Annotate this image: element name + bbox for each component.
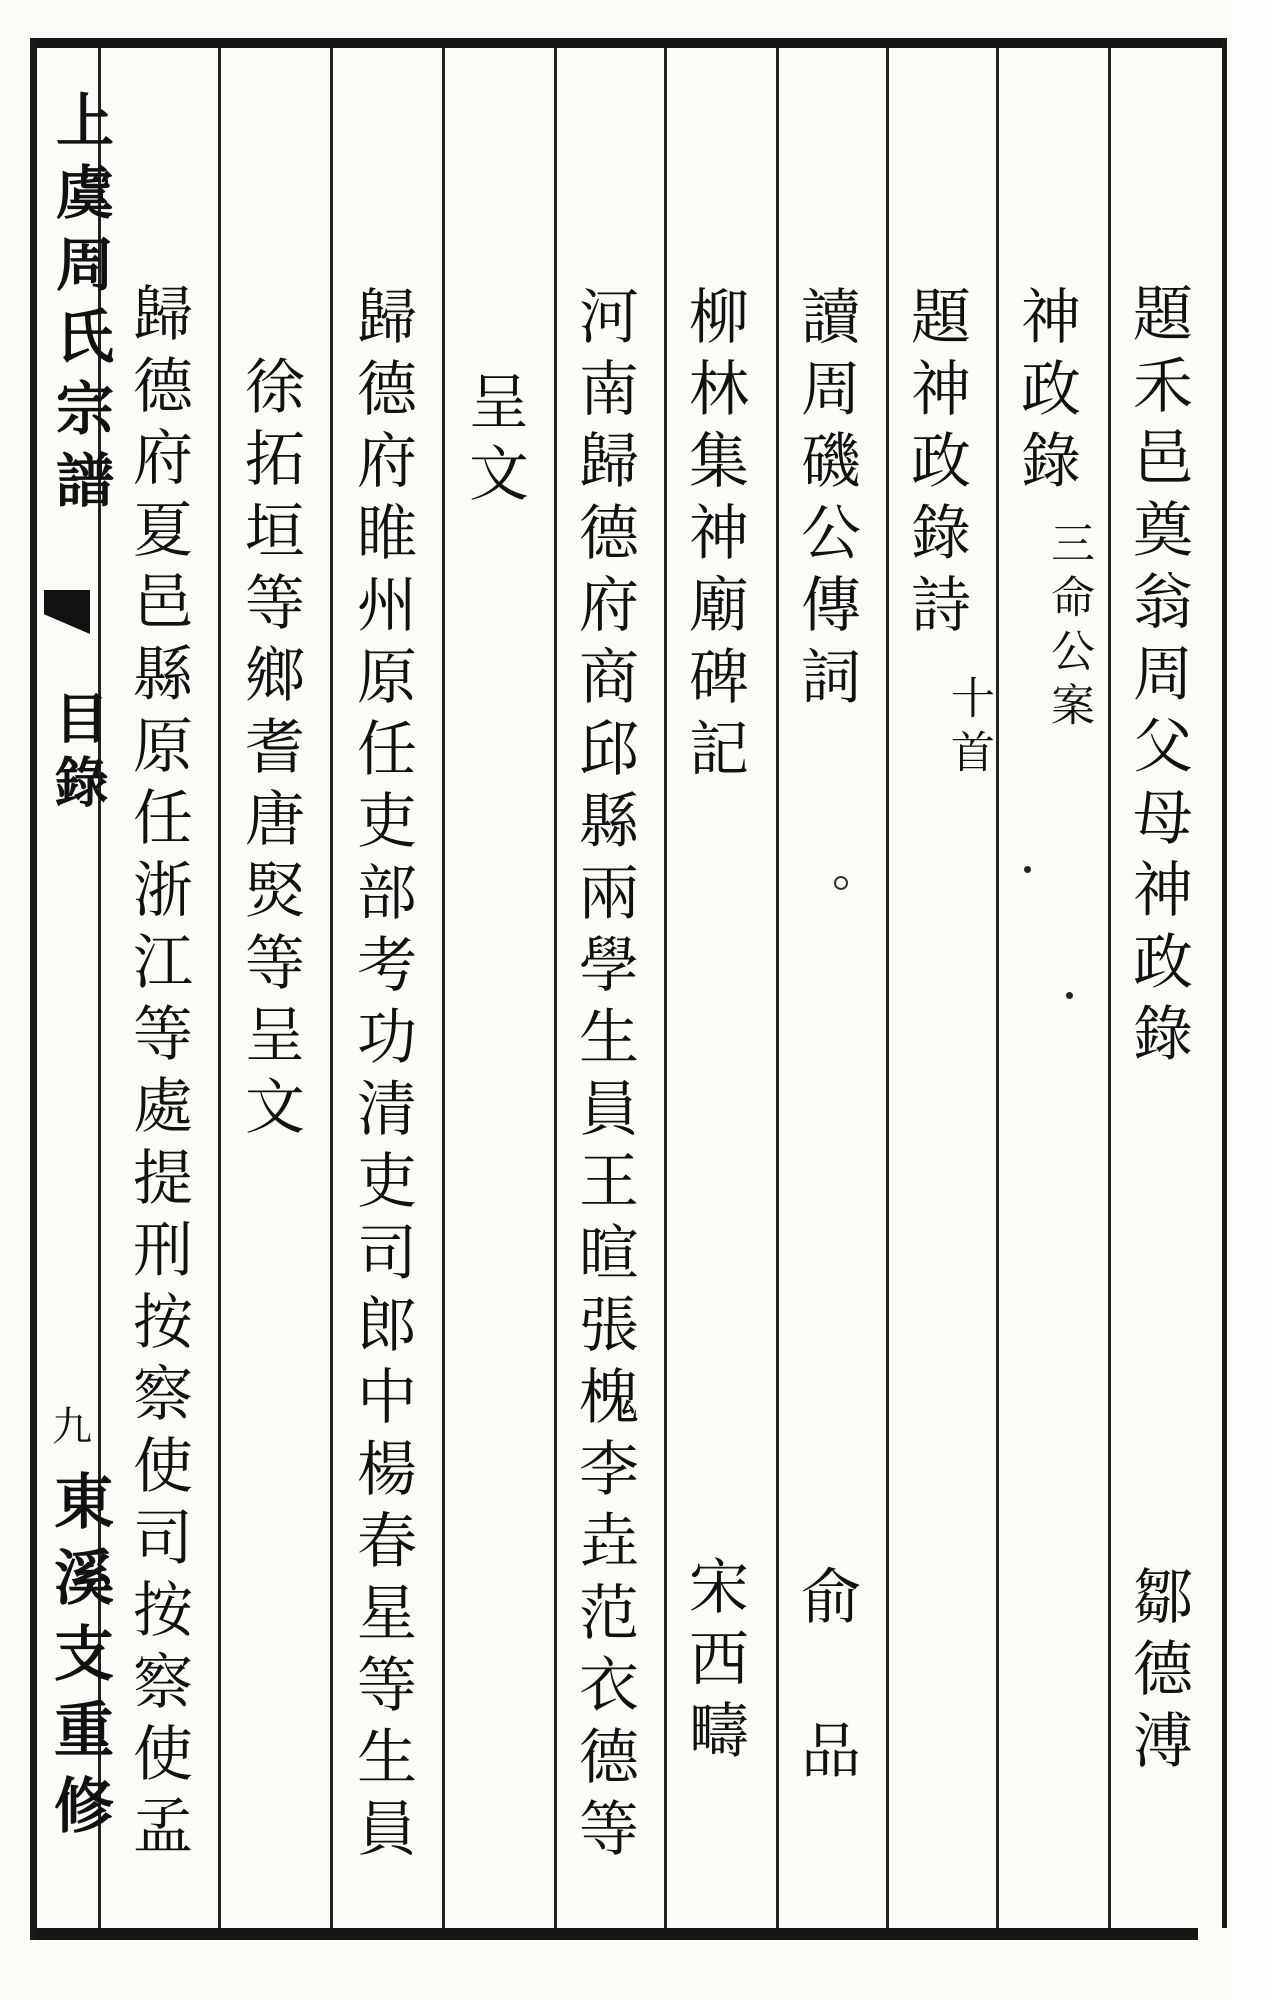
- page-number: 九: [52, 1404, 92, 1450]
- toc-entry-1-author: 鄒德溥: [1123, 1565, 1193, 1781]
- column-rule: [886, 48, 889, 1928]
- frame-right-border: [1222, 38, 1227, 1928]
- toc-entry-3: 題神政錄詩: [901, 285, 971, 645]
- column-rule: [664, 48, 667, 1928]
- ink-speck: [1066, 992, 1073, 999]
- toc-entry-4-author: 俞 品: [791, 1565, 861, 1791]
- genealogy-title: 上虞周氏宗譜: [46, 90, 114, 522]
- frame-bottom-border: [30, 1928, 1198, 1940]
- ink-speck: [1024, 866, 1031, 873]
- column-rule: [218, 48, 221, 1928]
- column-rule: [554, 48, 557, 1928]
- toc-entry-2: 神政錄: [1011, 285, 1081, 501]
- toc-entry-7-continued: 徐拓垣等鄉耆唐㷂等呈文: [235, 355, 305, 1147]
- toc-entry-8: 歸德府夏邑縣原任浙江等處提刑按察使司按察使孟: [123, 282, 193, 1866]
- page-edge: [1232, 0, 1272, 2000]
- section-label: 目錄: [46, 690, 110, 818]
- toc-entry-3-note: 十首: [943, 675, 994, 783]
- ink-speck: [834, 876, 848, 890]
- toc-entry-6: 河南歸德府商邱縣兩學生員王暄張槐李垚范衣德等: [569, 285, 639, 1869]
- fishtail-mark-icon: [44, 590, 90, 634]
- toc-entry-4: 讀周磯公傳詞: [791, 285, 861, 717]
- column-rule: [442, 48, 445, 1928]
- toc-entry-6-continued: 呈文: [459, 370, 529, 514]
- toc-entry-5: 柳林集神廟碑記: [679, 285, 749, 789]
- column-rule: [1108, 48, 1111, 1928]
- toc-entry-7: 歸德府睢州原任吏部考功清吏司郎中楊春星等生員: [347, 285, 417, 1869]
- toc-entry-5-author: 宋西疇: [679, 1555, 749, 1771]
- toc-entry-2-note: 三命公案: [1043, 520, 1094, 736]
- column-rule: [776, 48, 779, 1928]
- column-rule: [996, 48, 999, 1928]
- column-rule: [330, 48, 333, 1928]
- frame-top-border: [30, 38, 1226, 48]
- toc-entry-1: 題禾邑奠翁周父母神政錄: [1123, 282, 1193, 1074]
- branch-imprint: 東溪支重修: [44, 1470, 114, 1850]
